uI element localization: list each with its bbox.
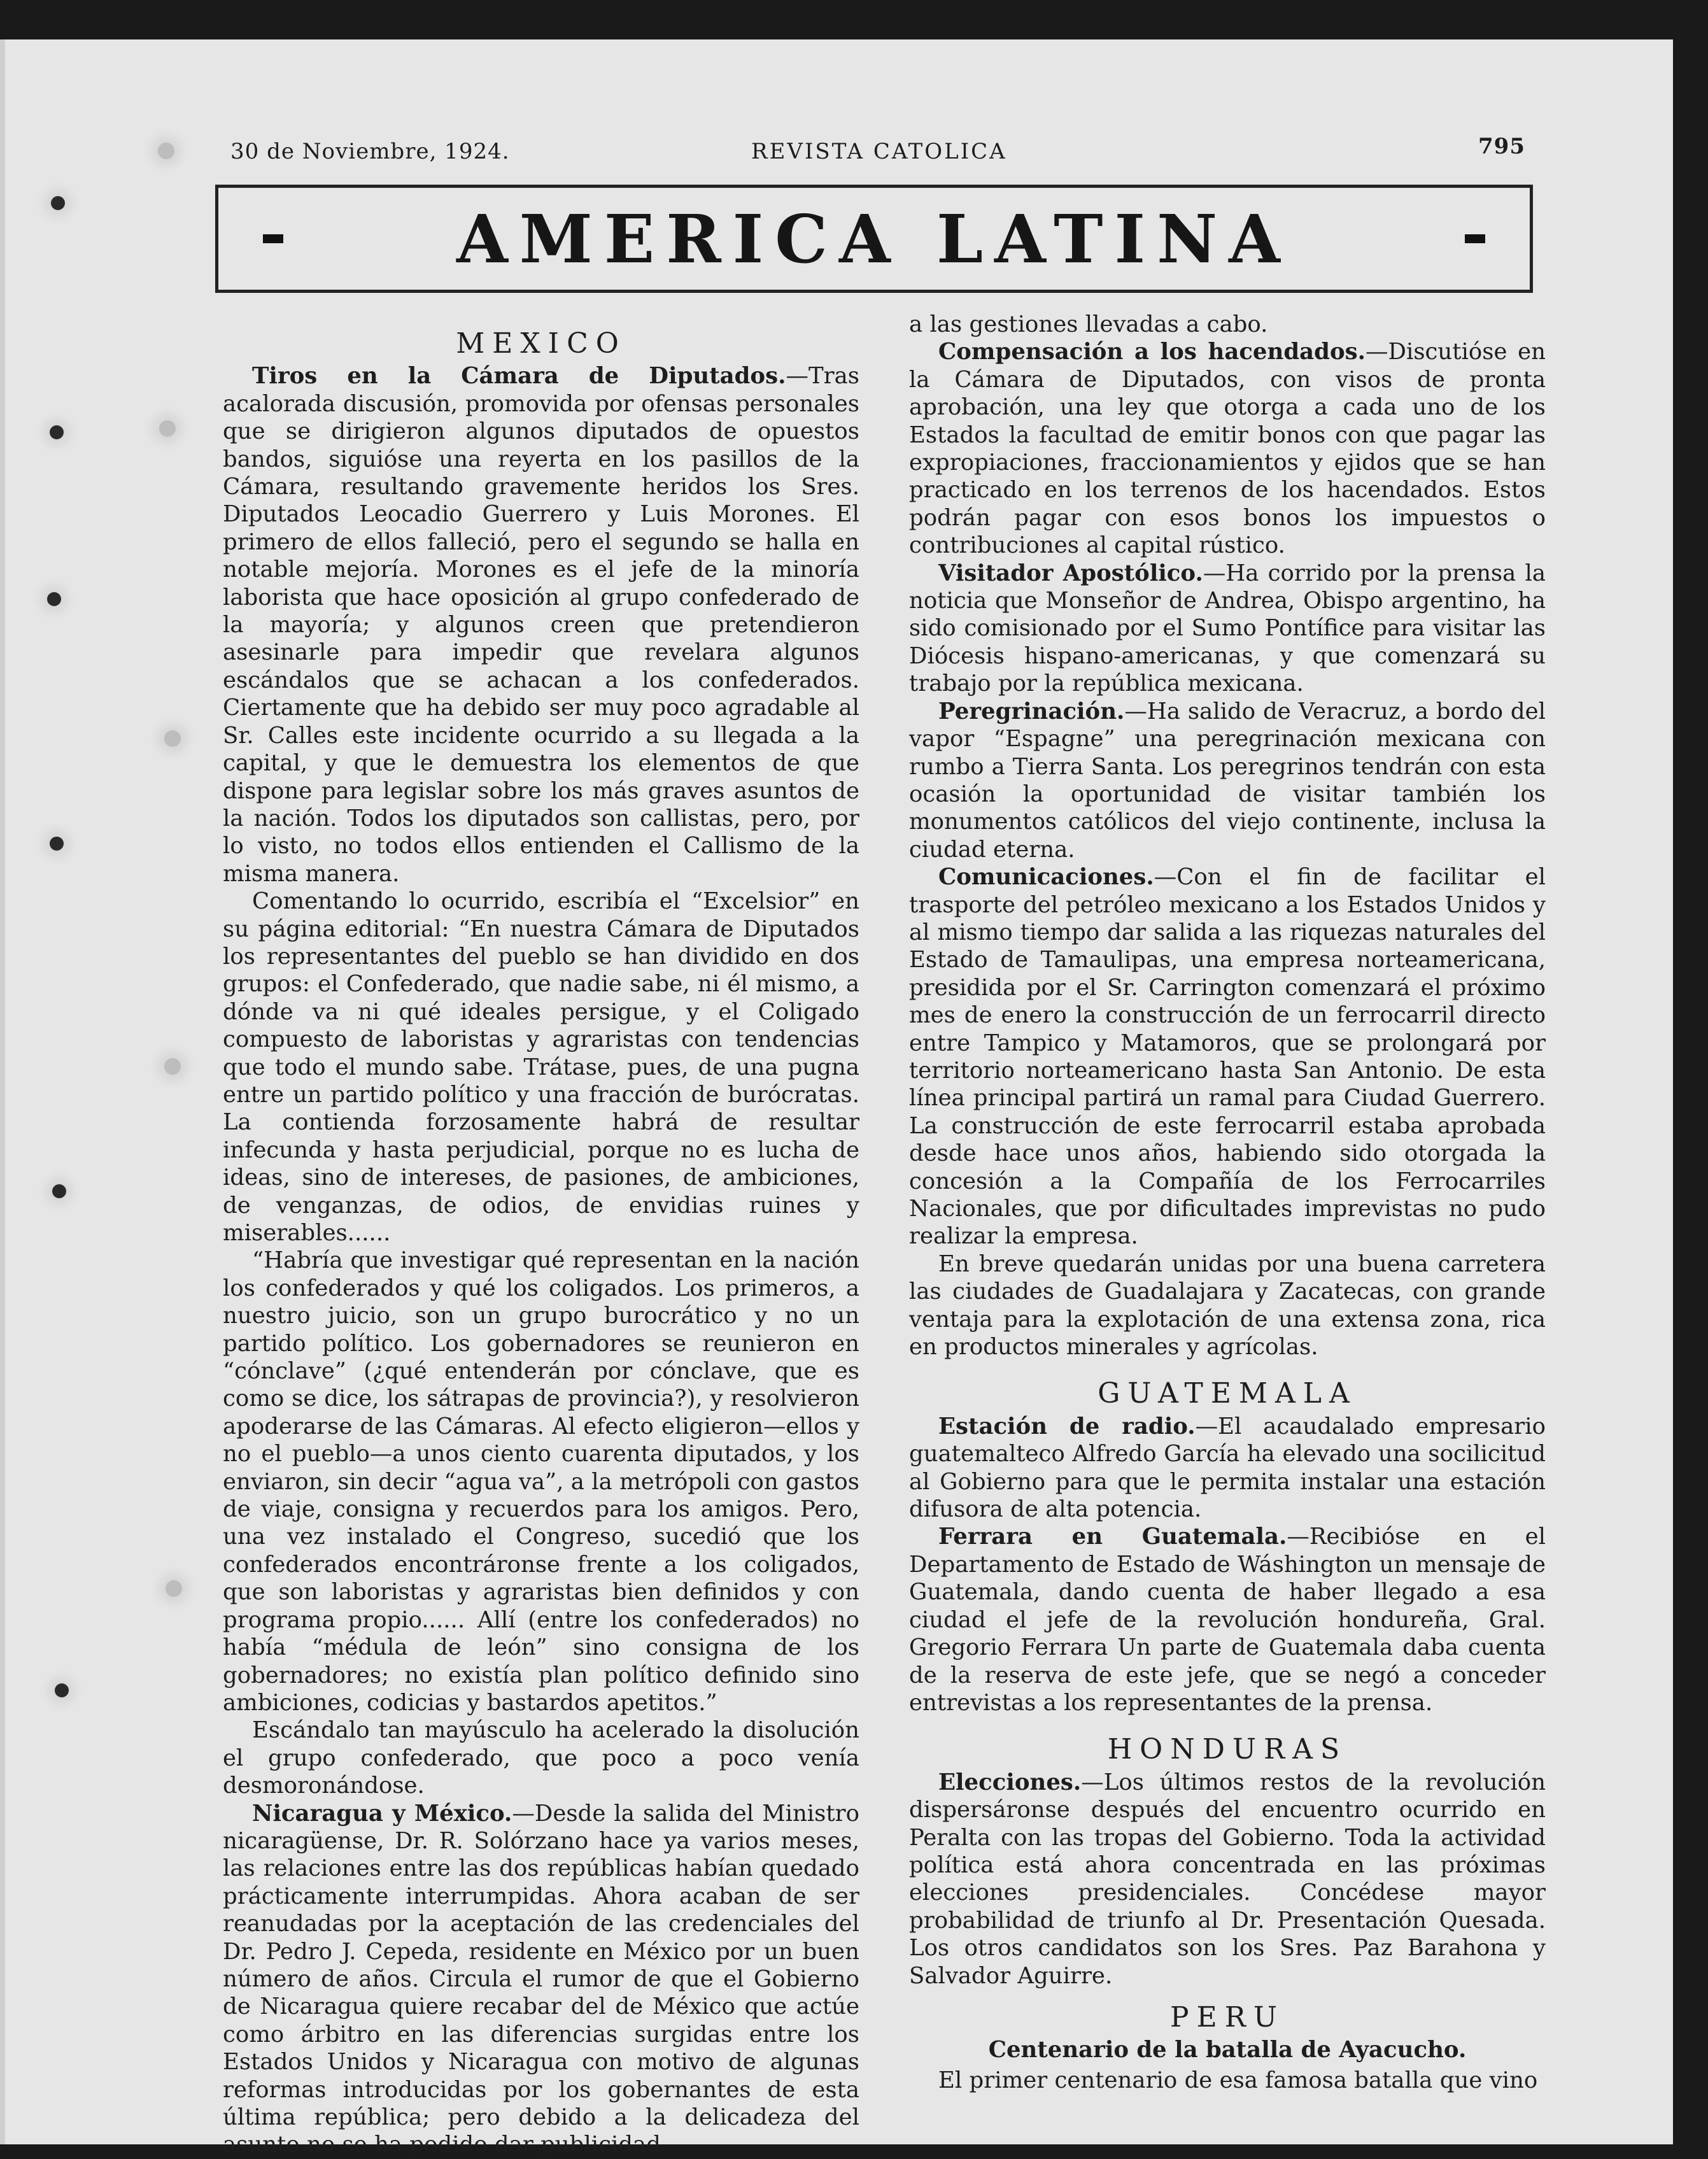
article-lead: Tiros en la Cámara de Diputados. (252, 363, 786, 390)
article-lead: Comunicaciones. (938, 864, 1154, 891)
article-lead: Estación de radio. (938, 1413, 1196, 1440)
article-paragraph: El primer centenario de esa famosa batalla que vino (938, 2067, 1538, 2093)
peru-subheading: Centenario de la batalla de Ayacucho. (988, 2037, 1467, 2063)
publication-title: REVISTA CATOLICA (751, 139, 1007, 164)
article-paragraph: a las gestiones llevadas a cabo. (909, 311, 1268, 337)
article-paragraph: Nicaragua y México.—Desde la salida del Ministro nicaragüense, Dr. R. Solórzano hace ya varios meses, las relaciones entre las dos repúblicas habían quedado prácticamente interrumpidas. Ahora acaban de ser reanudadas por la aceptación de las credenciales del Dr. Pedro J. Cepeda, residente en México por un buen número de años. Circula el rumor de que el Gobierno de Nicaragua quiere recabar del de México que actúe como árbitro en las diferencias surgidas entre los Estados Unidos y Nicaragua con motivo de algunas reformas introducidas por los gobernantes de esta última república; pero debido a la delicadeza del asunto no se ha podido dar publicidad (223, 1800, 859, 2158)
article-paragraph: Ferrara en Guatemala.—Recibióse en el Departamento de Estado de Wáshington un mensaje de Guatemala, dando cuenta de haber llegado a esa ciudad el jefe de la revolución hondureña, Gral. Gregorio Ferrara Un parte de Guatemala daba cuenta de la reserva de este jefe, que se negó a conceder entrevistas a los representantes de la prensa. (909, 1524, 1546, 1716)
article-paragraph: Tiros en la Cámara de Diputados.—Tras acalorada discusión, promovida por ofensas personales que se dirigieron algunos diputados de opuestos bandos, siguióse una reyerta en los pasillos de la Cámara, resultando gravemente heridos los Sres. Diputados Leocadio Guerrero y Luis Morones. El primero de ellos falleció, pero el segundo se halla en notable mejoría. Morones es el jefe de la minoría laborista que hace oposición al grupo confederado de la mayoría; y algunos creen que pretendieron asesinarle para impedir que revelara algunos escándalos que se achacan a los confederados. Ciertamente que ha debido ser muy poco agradable al Sr. Calles este incidente ocurrido a su llegada a la capital, y que le demuestra los elementos de que dispone para legislar sobre los más graves asuntos de la nación. Todos los diputados son callistas, pero, por lo visto, no todos ellos entienden el Callismo de la misma manera. (223, 363, 859, 887)
article-paragraph: “Habría que investigar qué representan en la nación los confederados y qué los coligados. Los primeros, a nuestro juicio, son un grupo burocrático y no un partido político. Los gobernadores se reunieron en “cónclave” (¿qué entenderán por cónclave, que es como se dice, los sátrapas de provincia?), y resolvieron apoderarse de las Cámaras. Al efecto eligieron—ellos y no el pueblo—a unos ciento cuarenta diputados, y los enviaron, sin decir “agua va”, a la metrópoli con gastos de viaje, consigna y recuerdos para los amigos. Pero, una vez instalado el Congreso, sucedió que los confederados encontráronse frente a los coligados, que son laboristas y agraristas bien definidos y con programa propio...... Allí (entre los confederados) no había “médula de león” sino consigna de los gobernadores; no existía plan político definido sino ambiciones, codicias y bastardos apetitos.” (223, 1247, 859, 1716)
article-paragraph: Estación de radio.—El acaudalado empresario guatemalteco Alfredo García ha elevado una socilicitud al Gobierno para que le permita instalar una estación difusora de alta potencia. (909, 1413, 1546, 1523)
section-banner (215, 185, 1533, 293)
left-column (223, 318, 859, 2159)
article-lead: Elecciones. (938, 1769, 1082, 1795)
article-paragraph: Peregrinación.—Ha salido de Veracruz, a bordo del vapor “Espagne” una peregrinación mexicana con rumbo a Tierra Santa. Los peregrinos tendrán con esta ocasión la oportunidad de visitar también los monumentos católicos del viejo continente, inclusa la ciudad eterna. (909, 698, 1546, 863)
article-lead: Ferrara en Guatemala. (938, 1524, 1287, 1550)
article-lead: Visitador Apostólico. (938, 560, 1203, 586)
page-number: 795 (1478, 134, 1525, 159)
issue-date: 30 de Noviembre, 1924. (230, 139, 510, 164)
article-paragraph: Escándalo tan mayúsculo ha acelerado la disolución el grupo confederado, que poco a poco venía desmoronándose. (223, 1717, 859, 1799)
article-lead: Compensación a los hacendados. (938, 339, 1366, 365)
article-lead: Peregrinación. (938, 698, 1125, 725)
article-paragraph: Elecciones.—Los últimos restos de la revolución dispersáronse después del encuentro ocurrido en Peralta con las tropas del Gobierno. Toda la actividad política está ahora concentrada en las próximas elecciones presidenciales. Concédese mayor probabilidad de triunfo al Dr. Presentación Quesada. Los otros candidatos son los Sres. Paz Barahona y Salvador Aguirre. (909, 1769, 1546, 1989)
article-paragraph: Compensación a los hacendados.—Discutióse en la Cámara de Diputados, con visos de pronta aprobación, una ley que otorga a cada uno de los Estados la facultad de emitir bonos con que pagar las expropiaciones, fraccionamientos y ejidos que se han practicado en los terrenos de los hacendados. Estos podrán pagar con esos bonos los impuestos o contribuciones al capital rústico. (909, 339, 1546, 559)
banner-title: AMERICA LATINA (456, 199, 1292, 278)
heading-guatemala: GUATEMALA (1097, 1377, 1357, 1410)
article-paragraph: En breve quedarán unidas por una buena carretera las ciudades de Guadalajara y Zacatecas, con grande ventaja para la explotación de una extensa zona, rica en productos minerales y agrícolas. (909, 1250, 1546, 1361)
heading-honduras: HONDURAS (1107, 1733, 1348, 1766)
article-paragraph: Comunicaciones.—Con el fin de facilitar el trasporte del petróleo mexicano a los Estados Unidos y al mismo tiempo dar salida a las riquezas naturales del Estado de Tamaulipas, una empresa norteamericana, presidida por el Sr. Carrington comenzará el próximo mes de enero la construcción de un ferrocarril directo entre Tampico y Matamoros, que se prolongará por territorio norteamericano hasta San Antonio. De esta línea principal partirá un ramal para Ciudad Guerrero. La construcción de este ferrocarril estaba aprobada desde hace unos años, habiendo sido otorgada la concesión a la Compañía de los Ferrocarriles Nacionales, que por dificultades imprevistas no pudo realizar la empresa. (909, 864, 1546, 1250)
article-lead: Nicaragua y México. (252, 1800, 512, 1827)
banner-dash-left (263, 234, 283, 243)
article-paragraph: Visitador Apostólico.—Ha corrido por la prensa la noticia que Monseñor de Andrea, Obispo argentino, ha sido comisionado por el Sumo Pontífice para visitar las Diócesis hispano-americanas, y que comenzará su trabajo por la república mexicana. (909, 560, 1546, 697)
right-column (909, 311, 1546, 2094)
banner-dash-right (1465, 234, 1485, 243)
article-paragraph: Comentando lo ocurrido, escribía el “Excelsior” en su página editorial: “En nuestra Cámara de Diputados los representantes del pueblo se han dividido en dos grupos: el Confederado, que nadie sabe, ni él mismo, a dónde va ni qué ideales persigue, y el Coligado compuesto de laboristas y agraristas con tendencias que todo el mundo sabe. Trátase, pues, de una pugna entre un partido político y una fracción de burócratas. La contienda forzosamente habrá de resultar infecunda y hasta perjudicial, porque no es lucha de ideas, sino de intereses, de pasiones, de ambiciones, de venganzas, de odios, de envidias ruines y miserables...... (223, 888, 859, 1246)
heading-peru: PERU (1170, 2000, 1285, 2034)
heading-mexico: MEXICO (456, 327, 626, 360)
